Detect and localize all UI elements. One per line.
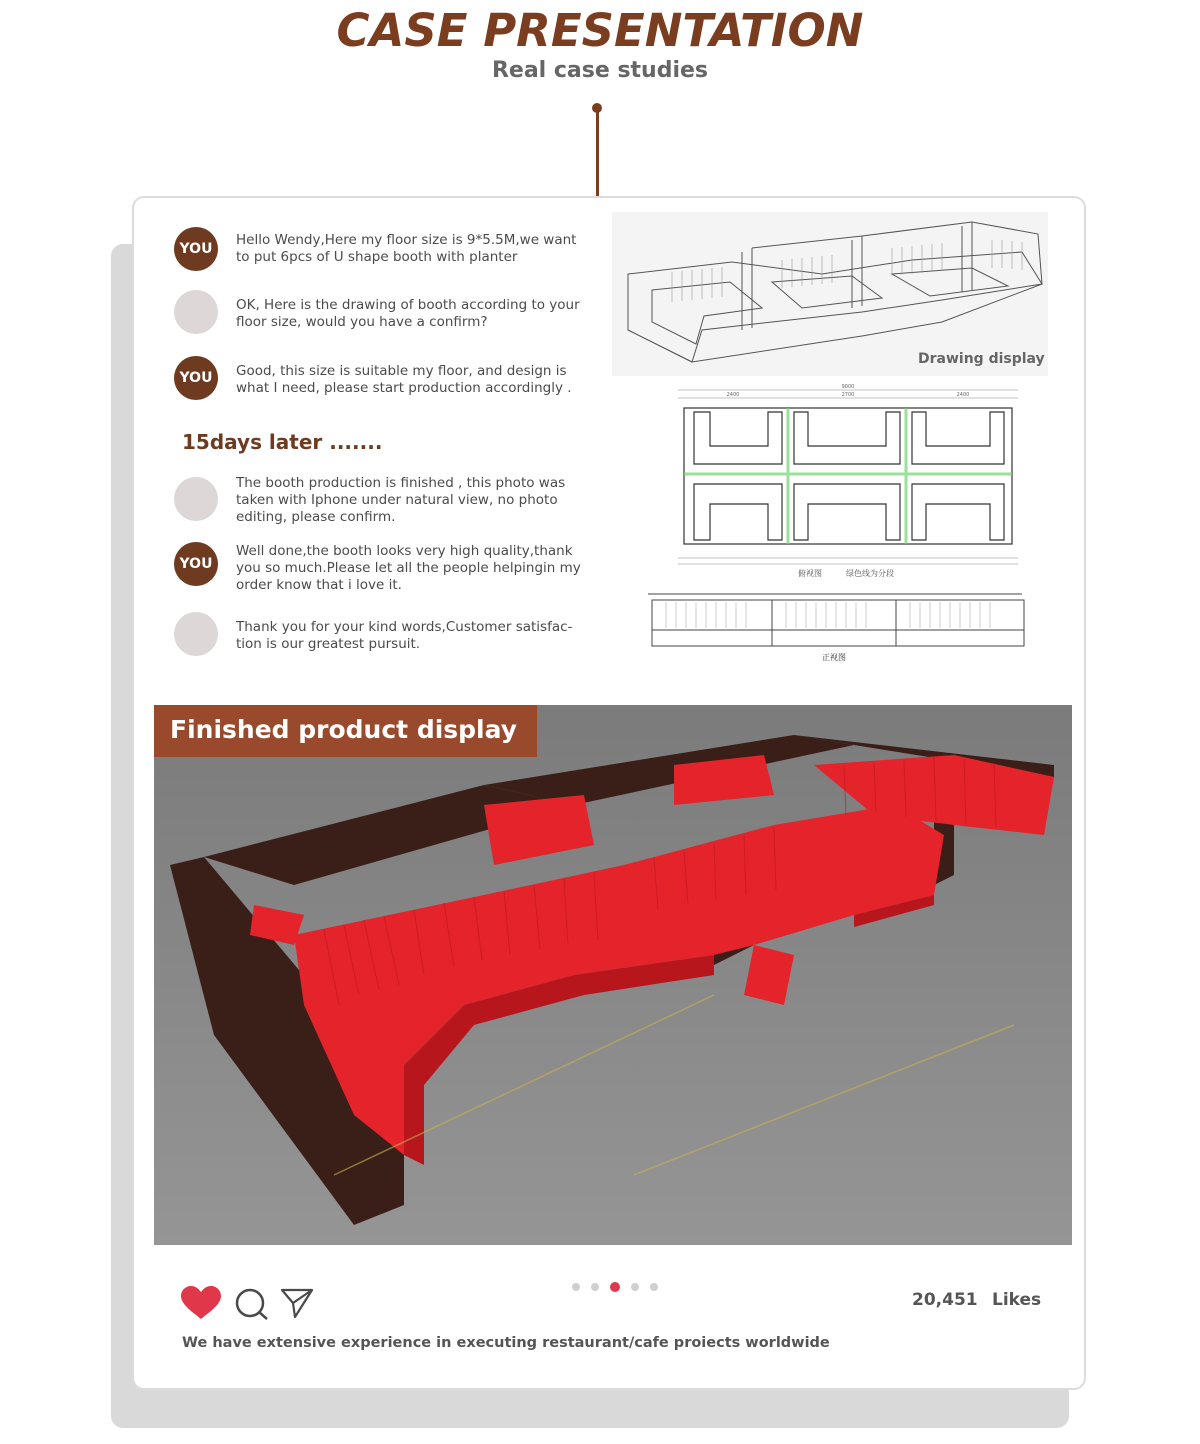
chat-message: [174, 356, 594, 402]
front-caption: 正视图: [822, 653, 846, 662]
message-text: Thank you for your kind words,Customer satisfac-tion is our greatest pursuit.: [236, 619, 573, 652]
heart-icon[interactable]: [180, 1286, 222, 1320]
plan-overall-dimension: 9000: [841, 384, 855, 390]
page-subtitle: Real case studies: [491, 58, 709, 83]
carousel-dot[interactable]: [572, 1283, 580, 1291]
chat-message: [174, 542, 594, 593]
carousel-dot[interactable]: [591, 1283, 599, 1291]
carousel-dot[interactable]: [650, 1283, 658, 1291]
drawing-display-label: Drawing display: [918, 351, 1045, 367]
footer-text: We have extensive experience in executing restaurant/cafe proiects worldwide: [182, 1335, 830, 1351]
avatar: YOU: [174, 227, 218, 271]
share-icon[interactable]: [280, 1286, 314, 1320]
plan-dimension: 2700: [841, 392, 855, 398]
page-title: CASE PRESENTATION: [336, 4, 864, 57]
time-later-label: 15days later .......: [182, 430, 383, 454]
chat-message: [174, 612, 594, 658]
chat-message: [174, 475, 594, 525]
likes-count: 20,451: [912, 1290, 978, 1310]
photo-label: Finished product display: [154, 705, 537, 757]
booth-front-elevation: [642, 584, 1042, 666]
avatar: [174, 290, 218, 334]
avatar: [174, 477, 218, 521]
message-text: Hello Wendy,Here my floor size is 9*5.5M,we want to put 6pcs of U shape booth with planter: [236, 232, 577, 265]
message-text: Well done,the booth looks very high quality,thank you so much.Please let all the people helpingin my order know that i love it.: [236, 543, 581, 593]
avatar: [174, 612, 218, 656]
message-text: OK, Here is the drawing of booth according to your floor size, would you have a confirm?: [236, 297, 580, 330]
case-card: [132, 196, 1086, 1390]
plan-dimension: 2400: [956, 392, 970, 398]
avatar: YOU: [174, 356, 218, 400]
likes-label: Likes: [992, 1290, 1042, 1310]
plan-caption-left: 俯视图: [798, 569, 822, 578]
chat-message: [174, 227, 594, 273]
chat-message: [174, 290, 594, 336]
plan-caption-right: 绿色线为分段: [846, 569, 894, 578]
booth-plan-drawing: [618, 384, 1048, 580]
plan-dimension: 2400: [726, 392, 740, 398]
comment-icon[interactable]: [234, 1288, 270, 1322]
carousel-dot[interactable]: [631, 1283, 639, 1291]
avatar: YOU: [174, 542, 218, 586]
product-photo: [154, 705, 1072, 1245]
carousel-dots: [572, 1282, 658, 1292]
message-text: The booth production is finished , this photo was taken with Iphone under natural view, no photo editing, please confirm.: [236, 475, 566, 525]
carousel-dot-active[interactable]: [610, 1282, 620, 1292]
connector-line: [596, 110, 599, 198]
message-text: Good, this size is suitable my floor, and design is what I need, please start production accordingly .: [236, 363, 572, 396]
